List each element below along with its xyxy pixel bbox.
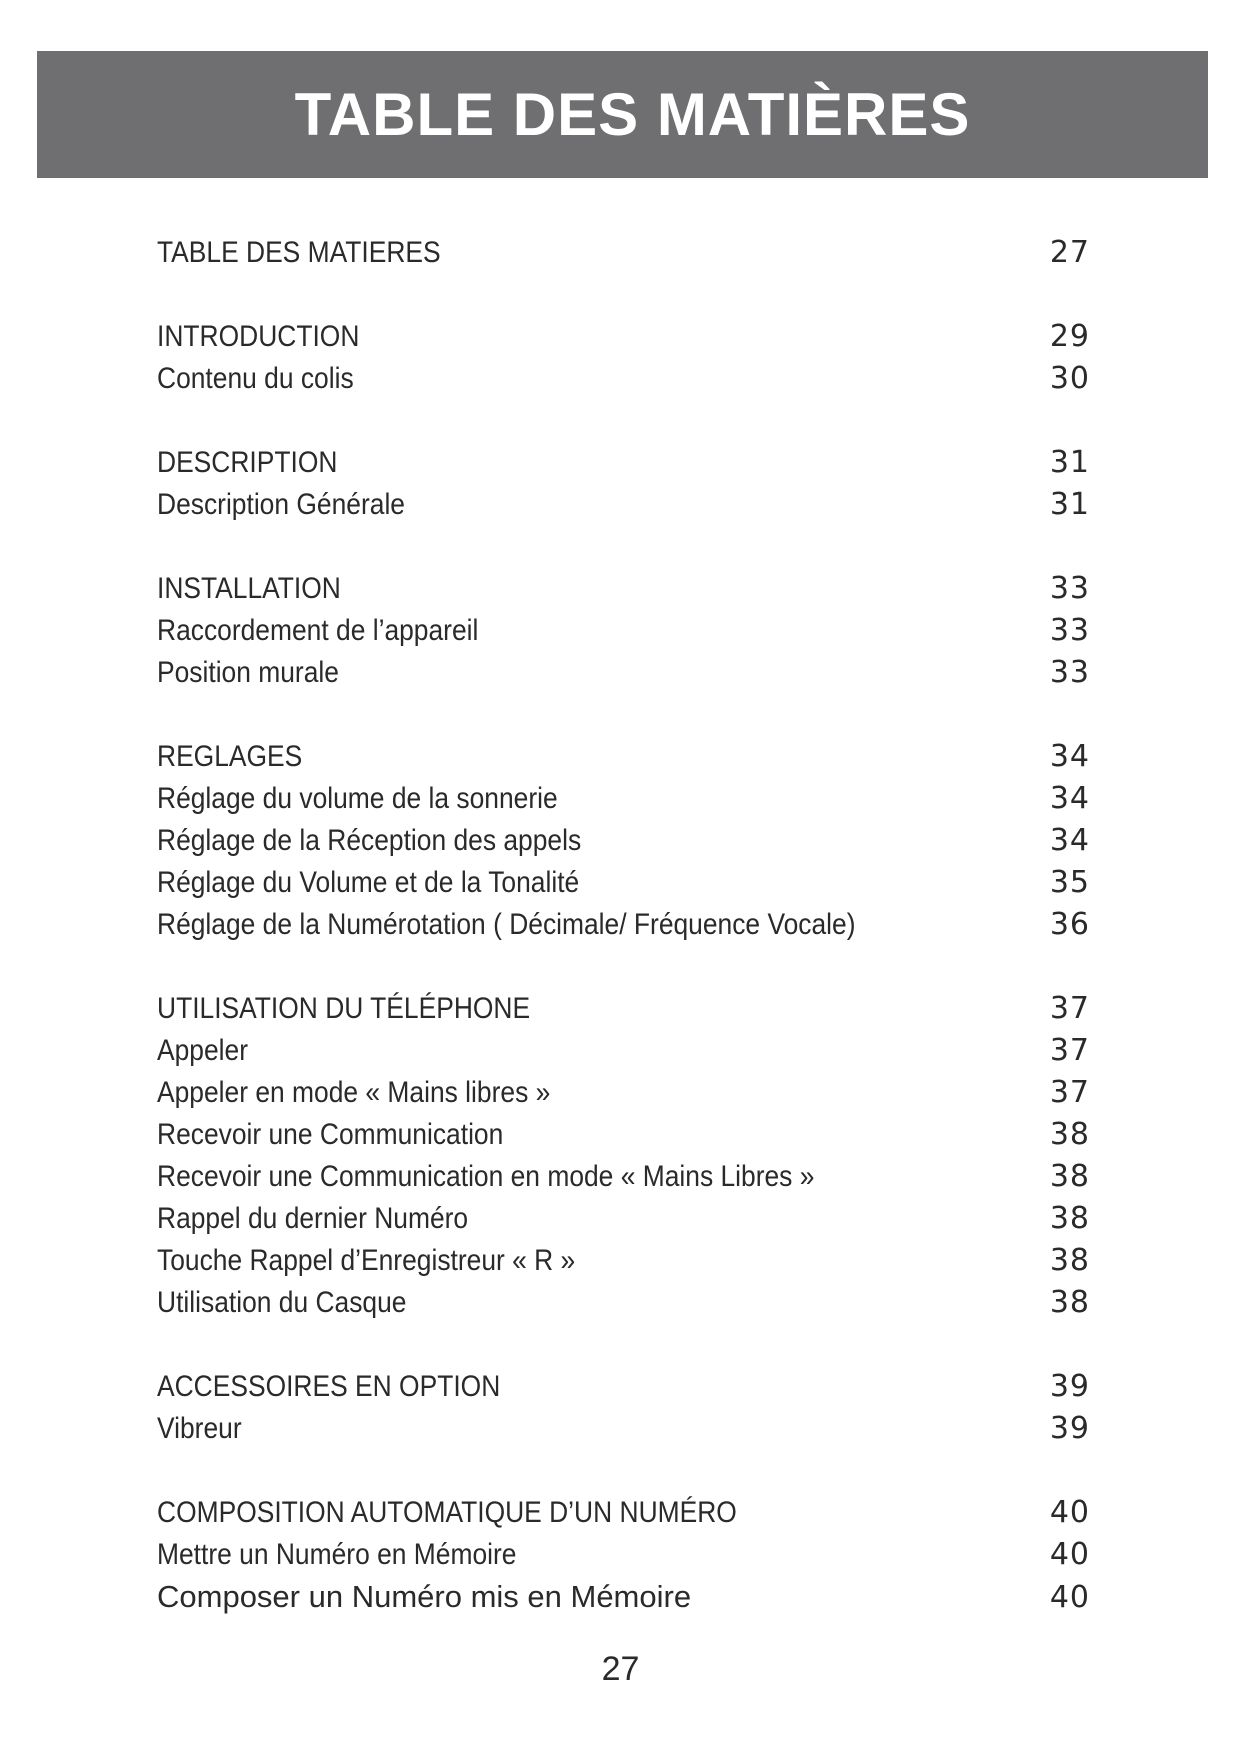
toc-entry-label: Vibreur [157, 1412, 242, 1445]
toc-entry-label: Appeler [157, 1034, 248, 1067]
toc-section [157, 316, 1090, 400]
toc-entry-label: Description Générale [157, 488, 405, 521]
page-number: 27 [601, 1650, 640, 1688]
toc-entry [157, 736, 1090, 778]
toc-entry-label: Recevoir une Communication en mode « Mains Libres » [157, 1160, 815, 1193]
toc-entry-label: COMPOSITION AUTOMATIQUE D’UN NUMÉRO [157, 1496, 737, 1529]
toc-entry-label: INTRODUCTION [157, 320, 360, 353]
toc-entry-page: 35 [1049, 865, 1090, 900]
toc-entry-page: 31 [1049, 487, 1090, 522]
toc-entry-page: 40 [1049, 1580, 1090, 1615]
toc-entry-label: Réglage du volume de la sonnerie [157, 782, 558, 815]
toc-entry [157, 1576, 1090, 1618]
toc-entry [157, 862, 1090, 904]
toc-entry [157, 652, 1090, 694]
toc-entry-page: 33 [1049, 571, 1090, 606]
toc-section [157, 232, 1090, 274]
toc-entry-page: 30 [1049, 361, 1090, 396]
toc-entry-label: Touche Rappel d’Enregistreur « R » [157, 1244, 576, 1277]
table-of-contents [157, 232, 1090, 1660]
toc-entry [157, 568, 1090, 610]
toc-entry [157, 1030, 1090, 1072]
toc-entry-page: 33 [1049, 655, 1090, 690]
toc-entry-page: 33 [1049, 613, 1090, 648]
toc-entry-page: 40 [1049, 1537, 1090, 1572]
title-banner [37, 51, 1208, 178]
toc-entry [157, 904, 1090, 946]
toc-entry [157, 778, 1090, 820]
toc-entry-page: 39 [1049, 1369, 1090, 1404]
toc-entry-label: Position murale [157, 656, 339, 689]
toc-section [157, 1492, 1090, 1618]
toc-entry-page: 39 [1049, 1411, 1090, 1446]
toc-entry [157, 1408, 1090, 1450]
toc-entry-label: Utilisation du Casque [157, 1286, 407, 1319]
toc-entry [157, 988, 1090, 1030]
toc-entry-page: 36 [1049, 907, 1090, 942]
toc-entry [157, 1156, 1090, 1198]
toc-entry-page: 37 [1049, 1075, 1090, 1110]
toc-entry-label: INSTALLATION [157, 572, 341, 605]
toc-entry [157, 820, 1090, 862]
toc-entry-label: UTILISATION DU TÉLÉPHONE [157, 992, 531, 1025]
toc-entry-label: Réglage de la Réception des appels [157, 824, 582, 857]
toc-entry-page: 40 [1049, 1495, 1090, 1530]
toc-entry [157, 316, 1090, 358]
toc-entry-page: 37 [1049, 991, 1090, 1026]
toc-entry-label: REGLAGES [157, 740, 303, 773]
toc-section [157, 442, 1090, 526]
toc-entry-page: 34 [1049, 739, 1090, 774]
toc-entry-page: 38 [1049, 1285, 1090, 1320]
toc-entry [157, 1534, 1090, 1576]
toc-entry-label: Recevoir une Communication [157, 1118, 504, 1151]
toc-entry [157, 1366, 1090, 1408]
toc-entry-page: 34 [1049, 823, 1090, 858]
toc-entry [157, 358, 1090, 400]
page-title: TABLE DES MATIÈRES [294, 81, 971, 148]
toc-entry-page: 38 [1049, 1159, 1090, 1194]
toc-entry-label: ACCESSOIRES EN OPTION [157, 1370, 501, 1403]
toc-entry [157, 1114, 1090, 1156]
toc-entry-page: 31 [1049, 445, 1090, 480]
toc-section [157, 1366, 1090, 1450]
toc-entry [157, 1072, 1090, 1114]
toc-entry-label: Composer un Numéro mis en Mémoire [157, 1579, 692, 1614]
toc-entry-label: Réglage du Volume et de la Tonalité [157, 866, 580, 899]
toc-entry-label: DESCRIPTION [157, 446, 338, 479]
toc-section [157, 568, 1090, 694]
toc-section [157, 988, 1090, 1324]
toc-entry-page: 38 [1049, 1117, 1090, 1152]
toc-entry-label: Raccordement de l’appareil [157, 614, 479, 647]
toc-entry-page: 27 [1049, 235, 1090, 270]
toc-entry-label: Contenu du colis [157, 362, 354, 395]
toc-entry-page: 38 [1049, 1201, 1090, 1236]
toc-entry [157, 442, 1090, 484]
toc-entry-page: 37 [1049, 1033, 1090, 1068]
toc-entry [157, 1240, 1090, 1282]
toc-entry [157, 1492, 1090, 1534]
toc-entry [157, 610, 1090, 652]
toc-entry [157, 1198, 1090, 1240]
toc-entry [157, 484, 1090, 526]
toc-entry [157, 232, 1090, 274]
toc-entry-label: Rappel du dernier Numéro [157, 1202, 469, 1235]
toc-entry [157, 1282, 1090, 1324]
toc-entry-page: 38 [1049, 1243, 1090, 1278]
toc-entry-page: 29 [1049, 319, 1090, 354]
toc-entry-label: Mettre un Numéro en Mémoire [157, 1538, 517, 1571]
toc-entry-label: Réglage de la Numérotation ( Décimale/ Fréquence Vocale) [157, 908, 856, 941]
toc-section [157, 736, 1090, 946]
toc-entry-label: TABLE DES MATIERES [157, 236, 441, 269]
toc-entry-page: 34 [1049, 781, 1090, 816]
toc-entry-label: Appeler en mode « Mains libres » [157, 1076, 551, 1109]
